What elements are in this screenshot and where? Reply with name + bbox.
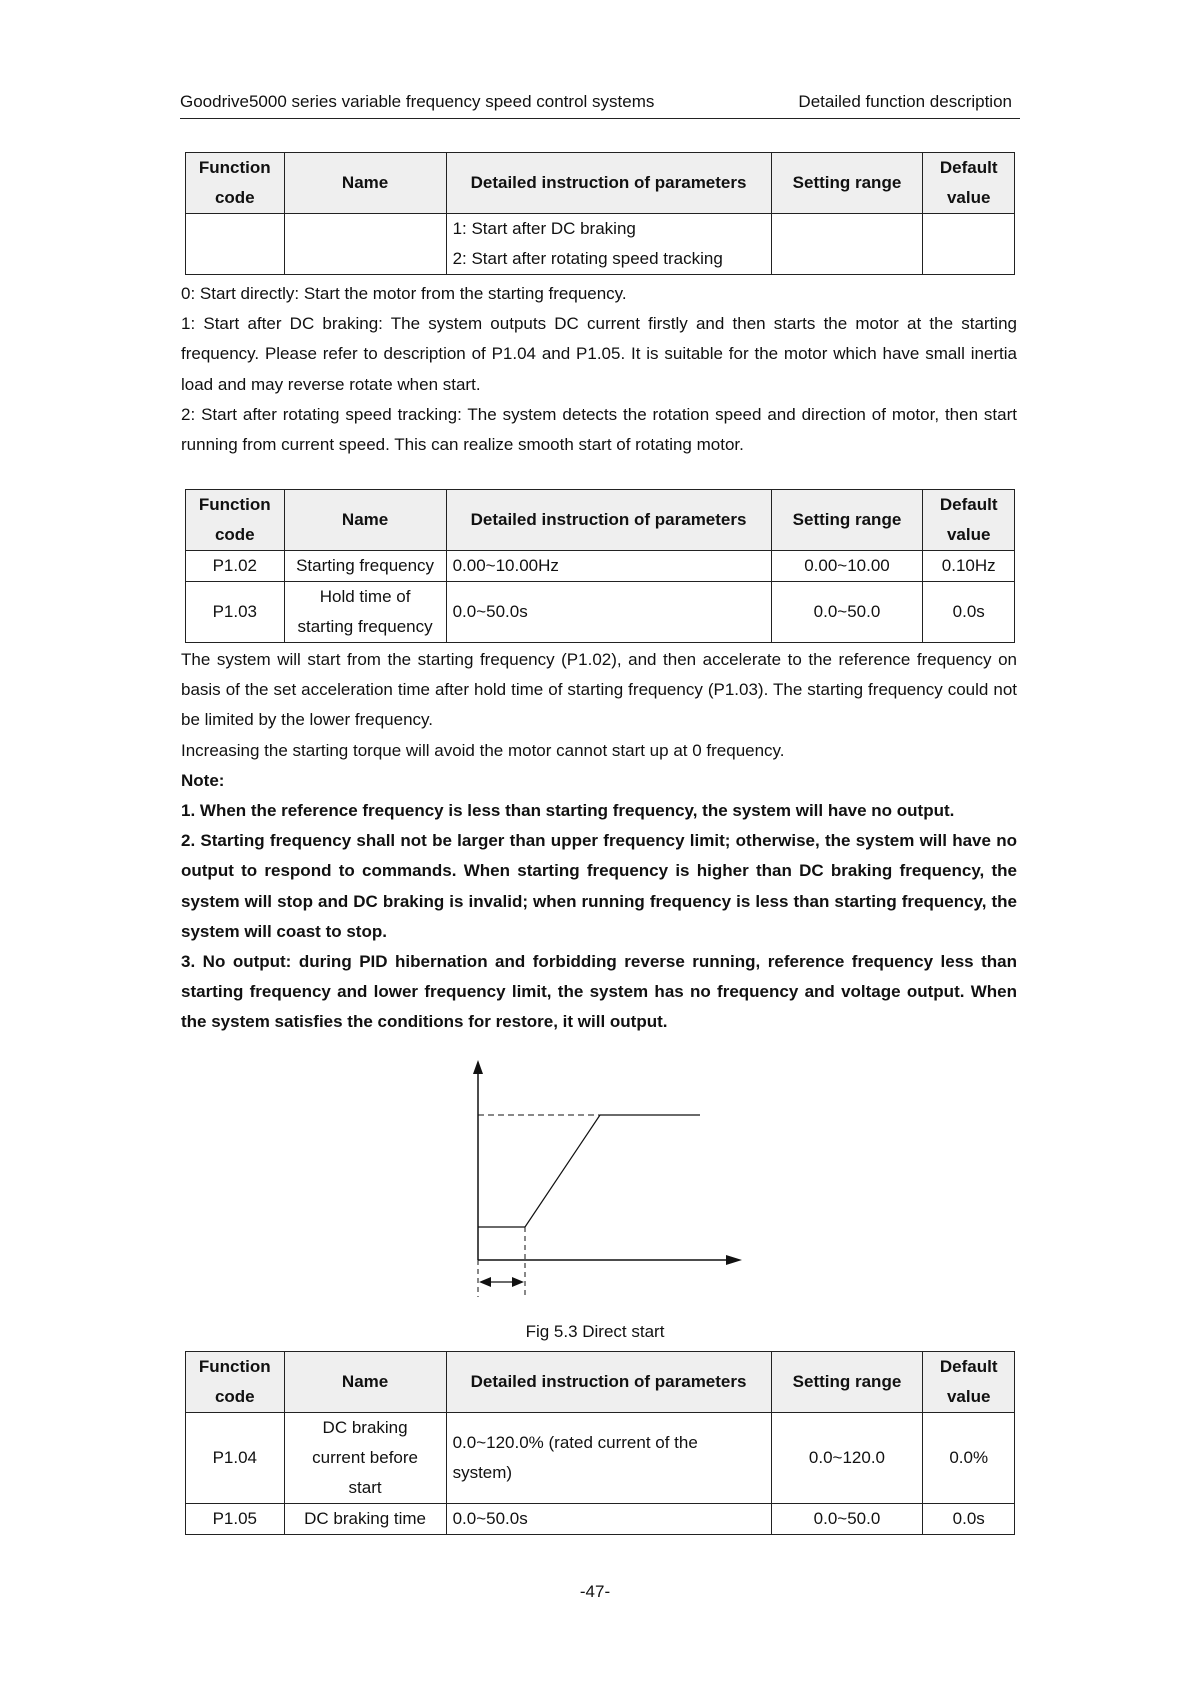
th-default: Default value xyxy=(923,490,1015,551)
th-function-code: Function code xyxy=(186,153,285,214)
hold-time-right-arrow-icon xyxy=(512,1277,524,1287)
table-row xyxy=(186,214,1015,275)
acceleration-ramp-line xyxy=(525,1115,600,1227)
paragraph: The system will start from the starting frequency (P1.02), and then accelerate to the reference frequency on basis of the set acceleration time after hold time of starting frequency (P1.03). The starting frequency could not be limited by the lower frequency. xyxy=(181,650,1017,730)
cell-code: P1.04 xyxy=(186,1413,285,1504)
paragraph: 2: Start after rotating speed tracking: The system detects the rotation speed and direction of motor, then start running from current speed. This can realize smooth start of rotating motor. xyxy=(181,404,1017,455)
direct-start-figure xyxy=(460,1060,760,1300)
th-range: Setting range xyxy=(771,490,923,551)
th-name: Name xyxy=(284,490,446,551)
cell-code xyxy=(186,214,285,275)
cell-name: Hold time of starting frequency xyxy=(284,582,446,643)
parameter-table-1 xyxy=(185,152,1015,275)
th-function-code: Function code xyxy=(186,490,285,551)
cell-name: DC braking current before start xyxy=(284,1413,446,1504)
parameter-table-3 xyxy=(185,1351,1015,1535)
note-item: 2. Starting frequency shall not be larger than upper frequency limit; otherwise, the system will have no output to respond to commands. When starting frequency is higher than DC braking frequency, the system will stop and DC braking is invalid; when running frequency is less than starting frequency, the system will coast to stop. xyxy=(181,831,1017,941)
th-detail: Detailed instruction of parameters xyxy=(446,490,771,551)
th-function-code: Function code xyxy=(186,1352,285,1413)
cell-range xyxy=(771,214,923,275)
cell-code: P1.03 xyxy=(186,582,285,643)
th-range: Setting range xyxy=(771,1352,923,1413)
page-number: -47- xyxy=(579,1582,611,1601)
cell-detail: 0.0~50.0s xyxy=(446,1504,771,1535)
header-title: Goodrive5000 series variable frequency speed control systems xyxy=(180,92,655,111)
cell-default: 0.0% xyxy=(923,1413,1015,1504)
note-item: 1. When the reference frequency is less than starting frequency, the system will have no output. xyxy=(181,801,955,821)
cell-detail: 0.0~120.0% (rated current of the system) xyxy=(446,1413,771,1504)
cell-default: 0.0s xyxy=(923,582,1015,643)
note-item: 3. No output: during PID hibernation and forbidding reverse running, reference frequency less than starting frequency and lower frequency limit, the system has no frequency and voltage output. When the system satisfies the conditions for restore, it will output. xyxy=(181,952,1017,1032)
paragraph: 1: Start after DC braking: The system outputs DC current firstly and then starts the motor at the starting frequency. Please refer to description of P1.04 and P1.05. It is suitable for the motor which have small inertia load and may reverse rotate when start. xyxy=(181,314,1017,394)
th-detail: Detailed instruction of parameters xyxy=(446,1352,771,1413)
cell-default: 0.0s xyxy=(923,1504,1015,1535)
figure-caption: Fig 5.3 Direct start xyxy=(525,1322,665,1341)
cell-name: DC braking time xyxy=(284,1504,446,1535)
parameter-table-2 xyxy=(185,489,1015,643)
cell-code: P1.02 xyxy=(186,551,285,582)
table-header-row xyxy=(186,153,1015,214)
paragraph: Increasing the starting torque will avoid the motor cannot start up at 0 frequency. xyxy=(181,740,785,760)
cell-name: Starting frequency xyxy=(284,551,446,582)
x-axis-arrow-icon xyxy=(726,1255,742,1265)
cell-range: 0.0~120.0 xyxy=(771,1413,923,1504)
cell-range: 0.0~50.0 xyxy=(771,582,923,643)
cell-name xyxy=(284,214,446,275)
cell-code: P1.05 xyxy=(186,1504,285,1535)
y-axis-arrow-icon xyxy=(473,1060,483,1074)
cell-default: 0.10Hz xyxy=(923,551,1015,582)
hold-time-left-arrow-icon xyxy=(479,1277,491,1287)
paragraph: 0: Start directly: Start the motor from the starting frequency. xyxy=(181,284,627,303)
start-mode-description xyxy=(181,279,1017,460)
table-header-row xyxy=(186,490,1015,551)
starting-frequency-description xyxy=(181,645,1017,1038)
cell-detail: 0.00~10.00Hz xyxy=(446,551,771,582)
cell-detail: 1: Start after DC braking 2: Start after rotating speed tracking xyxy=(446,214,771,275)
th-default: Default value xyxy=(923,153,1015,214)
table-row xyxy=(186,582,1015,643)
table-row xyxy=(186,1504,1015,1535)
th-detail: Detailed instruction of parameters xyxy=(446,153,771,214)
table-header-row xyxy=(186,1352,1015,1413)
table-row xyxy=(186,551,1015,582)
cell-range: 0.00~10.00 xyxy=(771,551,923,582)
cell-default xyxy=(923,214,1015,275)
page-header xyxy=(180,92,1020,119)
table-row xyxy=(186,1413,1015,1504)
th-range: Setting range xyxy=(771,153,923,214)
th-name: Name xyxy=(284,1352,446,1413)
cell-detail: 0.0~50.0s xyxy=(446,582,771,643)
th-default: Default value xyxy=(923,1352,1015,1413)
cell-range: 0.0~50.0 xyxy=(771,1504,923,1535)
th-name: Name xyxy=(284,153,446,214)
header-section: Detailed function description xyxy=(798,92,1012,111)
note-heading: Note: xyxy=(181,770,225,790)
